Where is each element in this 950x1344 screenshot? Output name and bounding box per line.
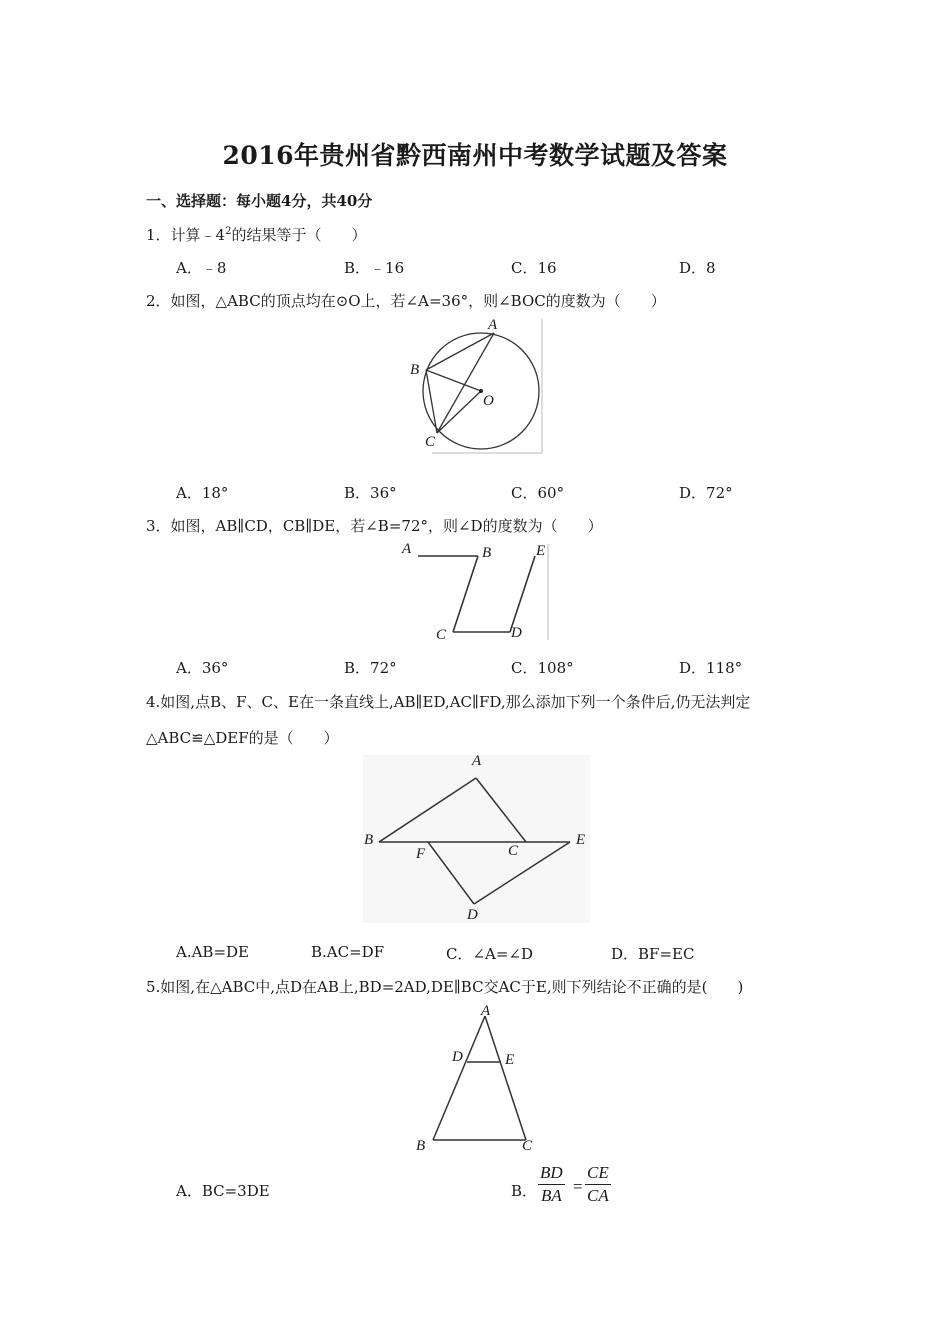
question-1-exponent: 2 xyxy=(225,226,232,237)
question-1-option-c: C．16 xyxy=(511,259,557,277)
q4-label-b: B xyxy=(364,832,374,848)
question-5-stem: 5.如图,在△ABC中,点D在AB上,BD=2AD,DE∥BC交AC于E,则下列结论不正确的是( ) xyxy=(146,978,744,996)
q2-label-b: B xyxy=(410,362,420,378)
question-2-option-a: A．18° xyxy=(176,484,229,502)
question-2-option-d: D．72° xyxy=(679,484,733,502)
segment-ab xyxy=(433,1016,485,1140)
section-heading: 一、选择题：每小题4分，共40分 xyxy=(146,192,373,210)
question-1-stem xyxy=(146,224,366,245)
question-1-option-d: D．8 xyxy=(679,259,716,277)
question-4-option-b: B.AC=DF xyxy=(311,943,385,961)
q5-label-d: D xyxy=(452,1049,463,1065)
question-1-stem-pre: 1．计算﹣4 xyxy=(146,226,226,244)
question-2-figure xyxy=(400,315,550,455)
q3-label-d: D xyxy=(511,625,522,641)
question-1-stem-post: 的结果等于（ ） xyxy=(231,226,367,244)
fraction-numerator: BD xyxy=(538,1162,565,1185)
q2-label-o: O xyxy=(483,393,494,409)
q3-label-e: E xyxy=(536,543,546,559)
segment-bc xyxy=(426,370,437,433)
q5-label-b: B xyxy=(416,1138,426,1154)
q4-label-f: F xyxy=(416,846,426,862)
question-3-option-d: D．118° xyxy=(679,659,743,677)
question-3-option-b: B．72° xyxy=(344,659,397,677)
q4-label-a: A xyxy=(472,753,482,769)
segment-bo xyxy=(426,370,481,391)
question-3-option-c: C．108° xyxy=(511,659,574,677)
q5-label-e: E xyxy=(505,1052,515,1068)
q5-label-c: C xyxy=(522,1138,533,1154)
question-4-stem-line-1: 4.如图,点B、F、C、E在一条直线上,AB∥ED,AC∥FD,那么添加下列一个条件后,仍无法判定 xyxy=(146,693,751,711)
question-2-stem: 2．如图，△ABC的顶点均在⊙O上，若∠A=36°，则∠BOC的度数为（ ） xyxy=(146,292,666,310)
option-b-fraction-ce-ca xyxy=(585,1162,611,1207)
q2-label-c: C xyxy=(425,434,436,450)
option-b-fraction-bd-ba xyxy=(538,1162,565,1207)
q4-label-c: C xyxy=(508,843,519,859)
q3-label-a: A xyxy=(402,541,412,557)
segment-co xyxy=(437,391,481,433)
fraction-denominator: BA xyxy=(540,1186,562,1205)
question-4-option-c: C．∠A=∠D xyxy=(446,945,534,963)
q4-label-e: E xyxy=(576,832,586,848)
question-1-option-b: B．﹣16 xyxy=(344,259,405,277)
figure-background xyxy=(363,755,590,923)
question-4-option-d: D．BF=EC xyxy=(611,945,695,963)
question-5-option-b-label: B． xyxy=(511,1182,538,1200)
question-4-figure xyxy=(363,755,590,925)
q3-label-b: B xyxy=(482,545,492,561)
equals-sign: = xyxy=(573,1177,583,1196)
question-2-option-b: B．36° xyxy=(344,484,397,502)
question-3-stem: 3．如图，AB∥CD，CB∥DE，若∠B=72°，则∠D的度数为（ ） xyxy=(146,517,603,535)
page-title: 2016年贵州省黔西南州中考数学试题及答案 xyxy=(222,141,728,170)
q3-label-c: C xyxy=(436,627,447,643)
fraction-numerator: CE xyxy=(585,1162,611,1185)
segment-ac xyxy=(485,1016,526,1140)
question-4-stem-line-2: △ABC≌△DEF的是（ ） xyxy=(146,729,339,747)
segment-de xyxy=(510,556,535,632)
q2-label-a: A xyxy=(488,317,498,333)
question-4-option-a: A.AB=DE xyxy=(176,943,250,961)
question-5-option-a: A．BC=3DE xyxy=(176,1182,270,1200)
q5-label-a: A xyxy=(481,1003,491,1019)
question-5-figure xyxy=(410,1000,550,1160)
question-3-option-a: A．36° xyxy=(176,659,229,677)
question-1-option-a: A．﹣8 xyxy=(176,259,227,277)
segment-bc xyxy=(453,556,478,632)
q4-label-d: D xyxy=(467,907,478,923)
question-2-option-c: C．60° xyxy=(511,484,565,502)
fraction-denominator: CA xyxy=(587,1186,609,1205)
